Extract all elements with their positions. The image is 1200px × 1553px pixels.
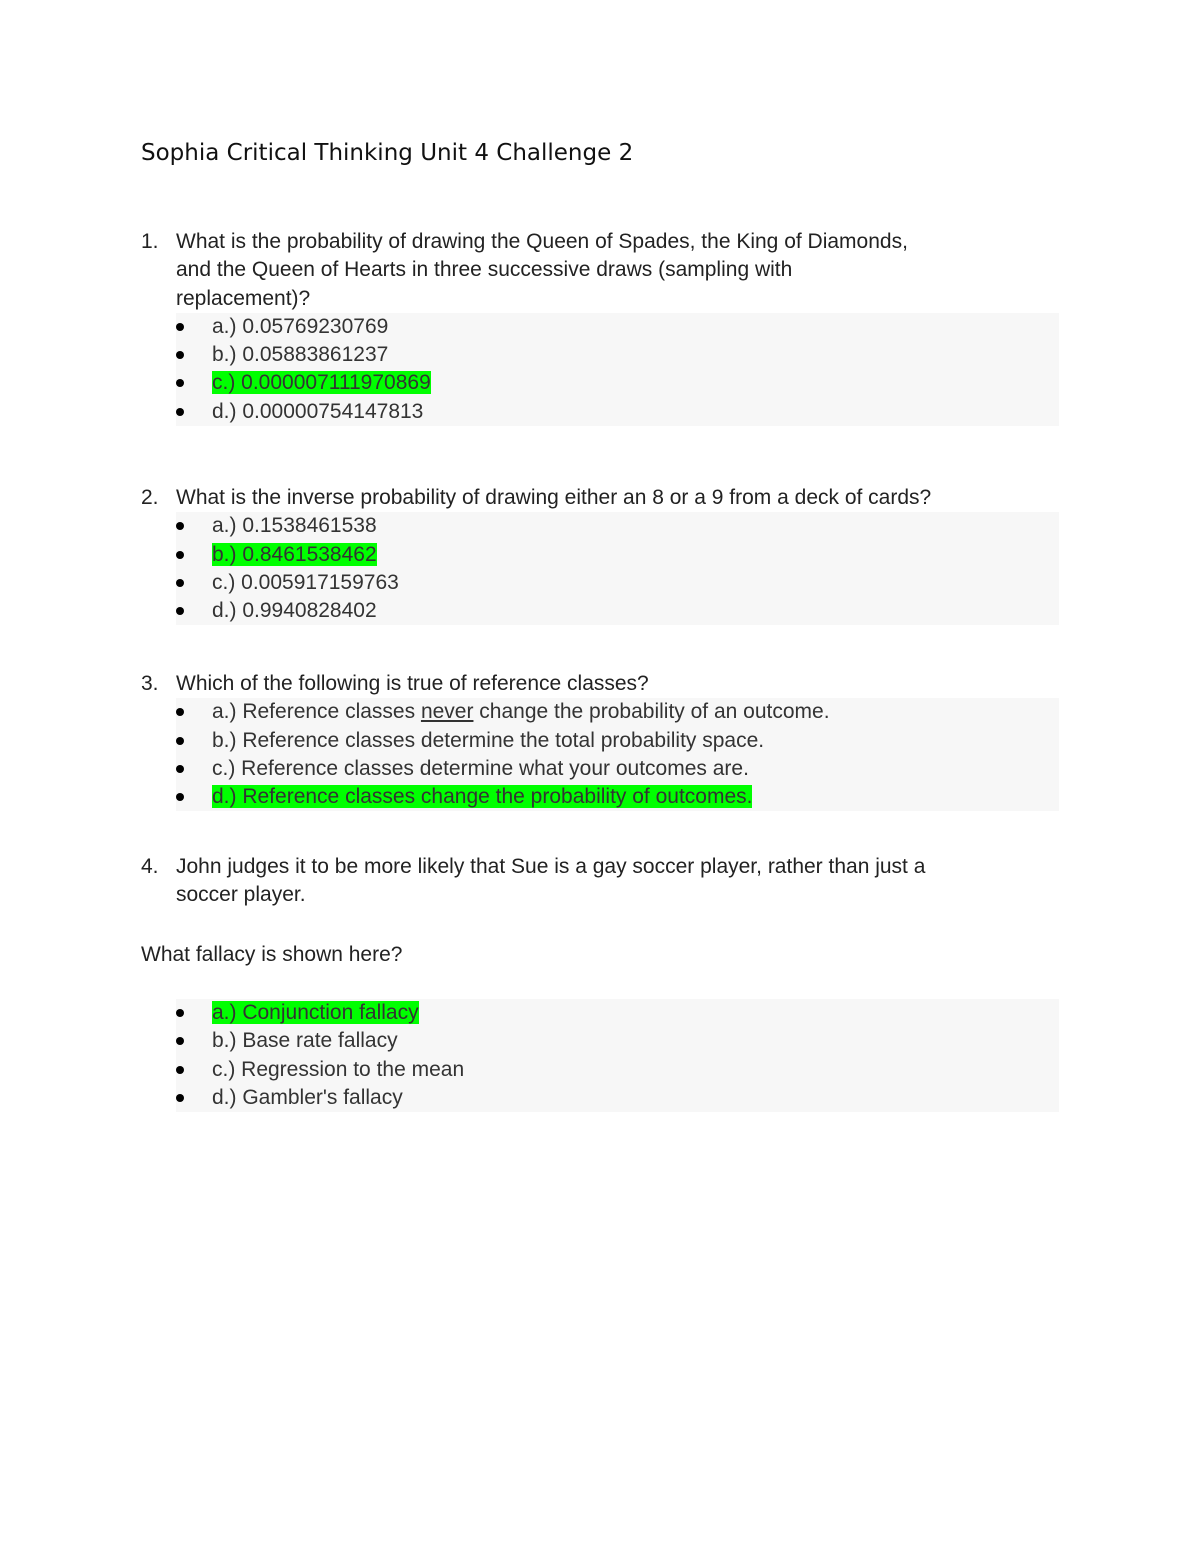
bullet-icon	[176, 1094, 184, 1102]
question-4-prompt: What fallacy is shown here?	[141, 943, 403, 966]
question-line: and the Queen of Hearts in three successive draws (sampling with	[176, 258, 793, 282]
option-text: c.) Reference classes determine what your outcomes are.	[212, 756, 749, 780]
question-1	[141, 228, 1061, 426]
option-text: c.) Regression to the mean	[212, 1057, 465, 1081]
bullet-icon	[176, 793, 184, 801]
answer-option[interactable]	[176, 1027, 1059, 1055]
option-text: b.) 0.05883861237	[212, 343, 389, 367]
bullet-icon	[176, 1009, 184, 1017]
question-1-text	[141, 228, 1061, 313]
option-text: d.) 0.00000754147813	[212, 399, 424, 423]
option-text: a.) 0.05769230769	[212, 314, 389, 338]
question-number: 3.	[141, 672, 159, 695]
bullet-icon	[176, 522, 184, 530]
question-2	[141, 484, 1061, 625]
option-text-underlined: never	[420, 700, 474, 724]
option-text-highlighted: d.) Reference classes change the probability of outcomes.	[212, 785, 753, 809]
option-text-highlighted: b.) 0.8461538462	[212, 542, 377, 566]
bullet-icon	[176, 1066, 184, 1074]
question-4	[141, 853, 1061, 910]
answer-option-correct[interactable]	[176, 783, 1059, 811]
question-2-text	[141, 484, 1061, 512]
answer-option[interactable]	[176, 698, 1059, 726]
answer-options	[176, 698, 1059, 811]
option-text: d.) Gambler's fallacy	[212, 1085, 403, 1109]
question-number: 4.	[141, 855, 159, 878]
option-text: b.) Base rate fallacy	[212, 1029, 398, 1053]
answer-option[interactable]	[176, 512, 1059, 540]
bullet-icon	[176, 765, 184, 773]
question-line: What is the probability of drawing the Queen of Spades, the King of Diamonds,	[176, 230, 908, 253]
option-text: b.) Reference classes determine the total probability space.	[212, 728, 765, 752]
bullet-icon	[176, 607, 184, 615]
answer-option[interactable]	[176, 1084, 1059, 1112]
question-4-text	[141, 853, 1061, 910]
question-4-options	[141, 999, 1061, 1112]
answer-option[interactable]	[176, 727, 1059, 755]
bullet-icon	[176, 351, 184, 359]
question-line: Which of the following is true of reference classes?	[176, 672, 649, 695]
option-text-highlighted: a.) Conjunction fallacy	[212, 1001, 419, 1024]
bullet-icon	[176, 323, 184, 331]
answer-options	[176, 999, 1059, 1112]
question-3	[141, 670, 1061, 811]
bullet-icon	[176, 408, 184, 416]
option-text-suffix: change the probability of an outcome.	[473, 700, 830, 724]
answer-option[interactable]	[176, 341, 1059, 369]
answer-option-correct[interactable]	[176, 369, 1059, 397]
option-text-highlighted: c.) 0.000007111970869	[212, 371, 431, 395]
bullet-icon	[176, 708, 184, 716]
bullet-icon	[176, 737, 184, 745]
answer-option[interactable]	[176, 398, 1059, 426]
question-line: What is the inverse probability of drawing either an 8 or a 9 from a deck of cards?	[176, 486, 932, 509]
answer-option-correct[interactable]	[176, 999, 1059, 1027]
question-number: 1.	[141, 230, 159, 253]
answer-option-correct[interactable]	[176, 541, 1059, 569]
answer-option[interactable]	[176, 755, 1059, 783]
option-text-prefix: a.) Reference classes	[212, 700, 421, 724]
answer-option[interactable]	[176, 313, 1059, 341]
question-number: 2.	[141, 486, 159, 509]
page-title: Sophia Critical Thinking Unit 4 Challenge 2	[141, 140, 634, 166]
answer-options	[176, 512, 1059, 625]
question-line: John judges it to be more likely that Sue is a gay soccer player, rather than just a	[176, 855, 926, 878]
bullet-icon	[176, 379, 184, 387]
option-text: d.) 0.9940828402	[212, 599, 377, 623]
answer-options	[176, 313, 1059, 426]
bullet-icon	[176, 579, 184, 587]
bullet-icon	[176, 551, 184, 559]
question-3-text	[141, 670, 1061, 698]
question-line: replacement)?	[176, 286, 311, 310]
answer-option[interactable]	[176, 597, 1059, 625]
answer-option[interactable]	[176, 569, 1059, 597]
option-text: a.) 0.1538461538	[212, 514, 377, 538]
question-line: soccer player.	[176, 883, 306, 907]
answer-option[interactable]	[176, 1056, 1059, 1084]
bullet-icon	[176, 1037, 184, 1045]
option-text: c.) 0.005917159763	[212, 570, 399, 594]
